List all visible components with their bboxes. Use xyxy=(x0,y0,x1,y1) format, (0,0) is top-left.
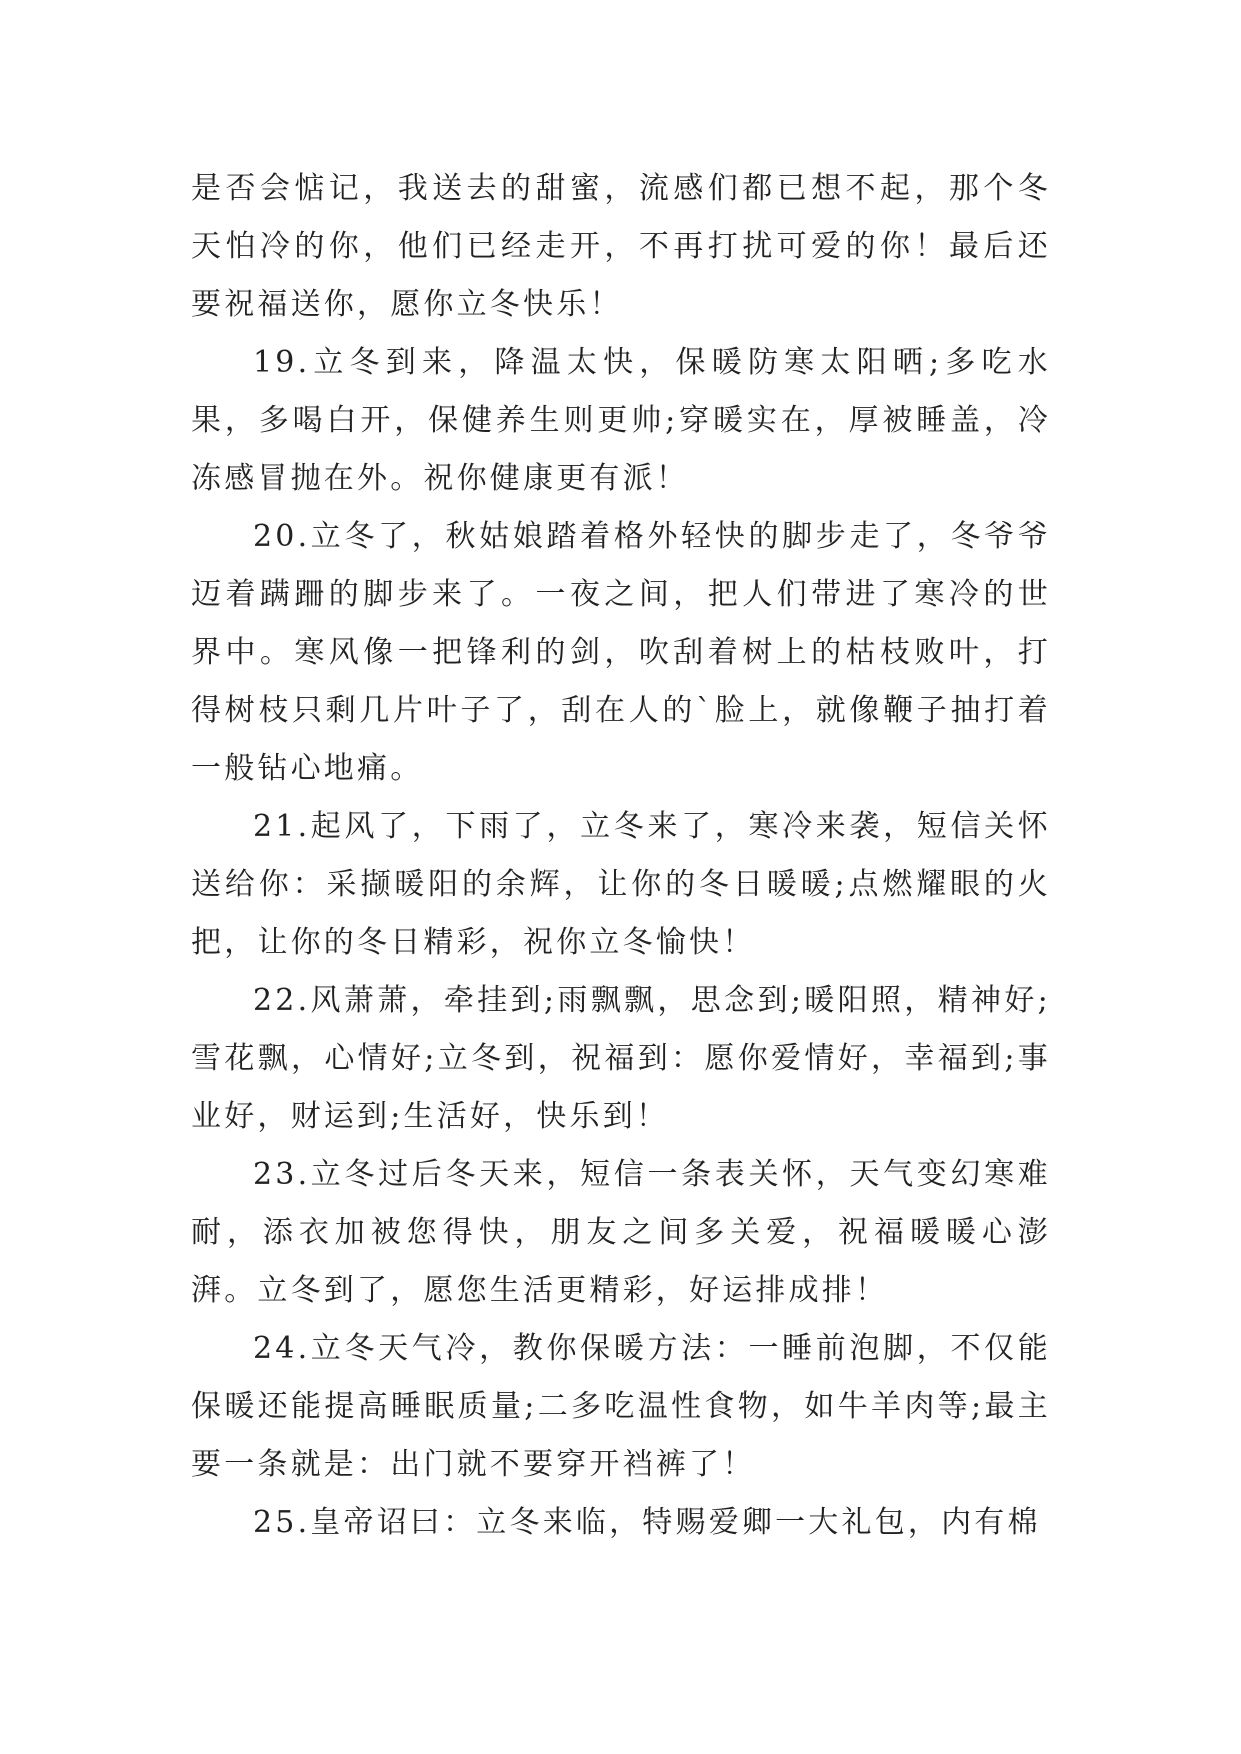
paragraph-22: 22.风萧萧，牵挂到;雨飘飘，思念到;暖阳照，精神好;雪花飘，心情好;立冬到，祝福到：愿你爱情好，幸福到;事业好，财运到;生活好，快乐到！ xyxy=(191,983,1051,1134)
paragraph-20: 20.立冬了，秋姑娘踏着格外轻快的脚步走了，冬爷爷迈着蹒跚的脚步来了。一夜之间，把人们带进了寒冷的世界中。寒风像一把锋利的剑，吹刮着树上的枯枝败叶，打得树枝只剩几片叶子了，刮在人的`脸上，就像鞭子抽打着一般钻心地痛。 xyxy=(191,519,1051,786)
paragraph-19: 19.立冬到来，降温太快，保暖防寒太阳晒;多吃水果，多喝白开，保健养生则更帅;穿暖实在，厚被睡盖，冷冻感冒抛在外。祝你健康更有派！ xyxy=(191,345,1051,496)
paragraph-continued: 是否会惦记，我送去的甜蜜，流感们都已想不起，那个冬天怕冷的你，他们已经走开，不再打扰可爱的你！最后还要祝福送你，愿你立冬快乐！ xyxy=(191,171,1051,322)
document-body xyxy=(191,160,1051,1552)
paragraph-24: 24.立冬天气冷，教你保暖方法：一睡前泡脚，不仅能保暖还能提高睡眠质量;二多吃温性食物，如牛羊肉等;最主要一条就是：出门就不要穿开裆裤了！ xyxy=(191,1331,1051,1482)
paragraph-25: 25.皇帝诏曰：立冬来临，特赐爱卿一大礼包，内有棉 xyxy=(253,1505,1041,1540)
paragraph-21: 21.起风了，下雨了，立冬来了，寒冷来袭，短信关怀送给你：采撷暖阳的余辉，让你的冬日暖暖;点燃耀眼的火把，让你的冬日精彩，祝你立冬愉快！ xyxy=(191,809,1051,960)
paragraph-23: 23.立冬过后冬天来，短信一条表关怀，天气变幻寒难耐，添衣加被您得快，朋友之间多关爱，祝福暖暖心澎湃。立冬到了，愿您生活更精彩，好运排成排！ xyxy=(191,1157,1051,1308)
